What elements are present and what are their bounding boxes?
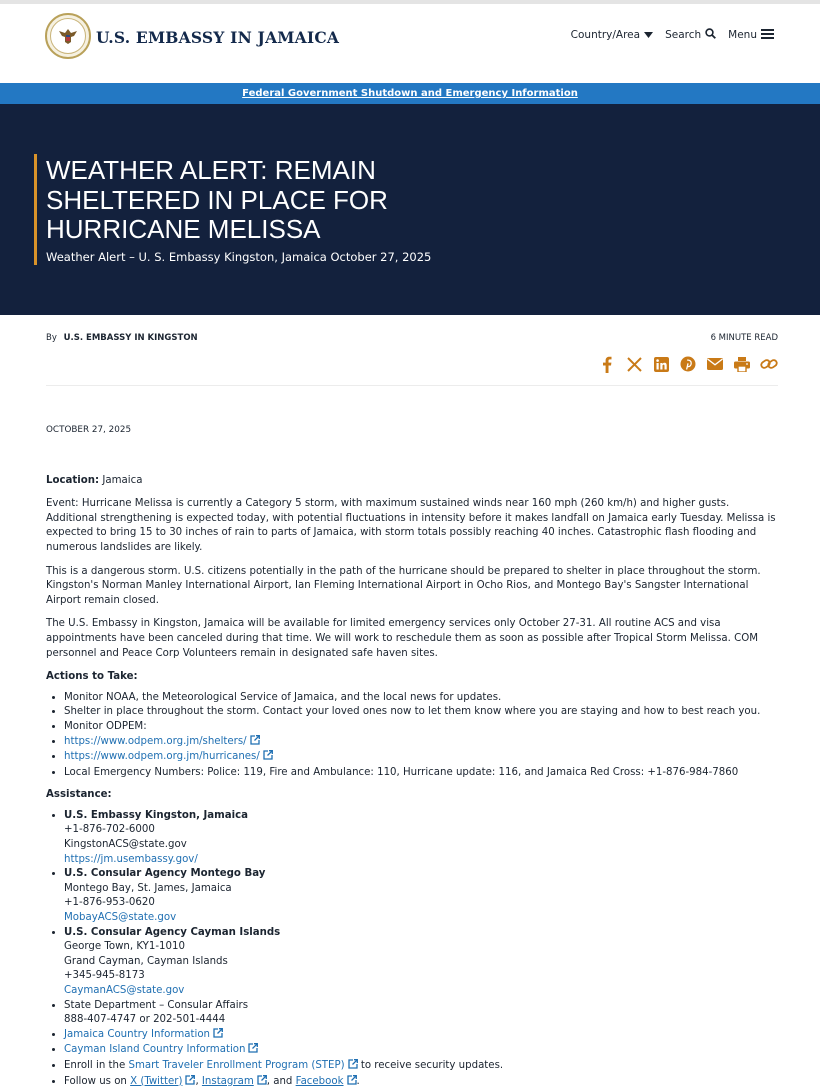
- contact-phone: +1-876-702-6000: [64, 824, 155, 836]
- search-label: Search: [665, 29, 702, 41]
- location-line: [46, 474, 778, 489]
- external-link-icon: [347, 1075, 357, 1090]
- list-item: [64, 867, 778, 925]
- facebook-icon[interactable]: [598, 355, 616, 373]
- twitter-link[interactable]: X (Twitter): [130, 1075, 183, 1087]
- top-nav: [571, 28, 774, 42]
- print-icon[interactable]: [733, 355, 751, 373]
- hero: [0, 104, 820, 315]
- email-icon[interactable]: [706, 355, 724, 373]
- instagram-link[interactable]: Instagram: [201, 1075, 254, 1087]
- event-paragraph: Event: Hurricane Melissa is currently a Category 5 storm, with maximum sustained winds near 160 mph (260 km/h) and higher gusts. Additional strengthening is expected today, with potential fluctuations in intensity before it makes landfall on Jamaica early Tuesday. Melissa is expected to bring 15 to 30 inches of rain to parts of Jamaica, with storm totals possibly reaching 40 inches. Catastrophic flash flooding and numerous landslides are likely.: [46, 498, 776, 553]
- article-body: [0, 423, 820, 1090]
- embassy-seal-logo[interactable]: [45, 13, 91, 59]
- list-item: [64, 999, 778, 1028]
- embassy-website-link[interactable]: https://jm.usembassy.gov/: [64, 853, 198, 865]
- country-area-label: Country/Area: [570, 29, 641, 41]
- list-item: • Monitor ODPEM:: [64, 720, 778, 735]
- external-link-icon: [348, 1059, 358, 1075]
- contact-phone: +1-876-953-0620: [64, 897, 155, 909]
- read-time: 6 MINUTE READ: [710, 333, 778, 343]
- alert-banner: [0, 83, 820, 104]
- sentence-end: .: [356, 1075, 360, 1087]
- cayman-email-link[interactable]: CaymanACS@state.gov: [64, 985, 185, 996]
- contact-email: KingstonACS@state.gov: [64, 839, 187, 851]
- menu-button[interactable]: [728, 29, 774, 42]
- country-area-dropdown[interactable]: [571, 29, 653, 41]
- list-item: • Shelter in place throughout the storm. Contact your loved ones now to let them know where you are staying and how to best reach you.: [64, 705, 778, 720]
- step-prefix: Enroll in the: [64, 1059, 129, 1071]
- embassy-services-paragraph: The U.S. Embassy in Kingston, Jamaica will be available for limited emergency services only October 27-31. All routine ACS and visa appointments have been canceled during that time. We will work to reschedule them as soon as possible after Tropical Storm Melissa. COM personnel and Peace Corp Volunteers remain in designated safe haven sites.: [46, 618, 759, 659]
- contact-address: George Town, KY1-1010: [64, 941, 185, 953]
- site-header: [0, 4, 820, 83]
- hero-accent-bar: [34, 154, 37, 265]
- share-bar: [598, 355, 778, 373]
- step-suffix: to receive security updates.: [357, 1059, 504, 1071]
- location-label: Location:: [46, 474, 100, 486]
- list-item: • Monitor NOAA, the Meteorological Service of Jamaica, and the local news for updates.: [64, 691, 778, 706]
- contact-address: Grand Cayman, Cayman Islands: [64, 955, 228, 967]
- hamburger-icon: [761, 29, 774, 42]
- actions-heading: Actions to Take:: [46, 671, 138, 683]
- assistance-list: [46, 809, 778, 1090]
- danger-paragraph: This is a dangerous storm. U.S. citizens potentially in the path of the hurricane should be prepared to shelter in place throughout the storm. Kingston's Norman Manley International Airport, Ian Fleming International Airport in Ocho Rios, and Montego Bay's Sangster International Airport remain closed.: [46, 565, 761, 606]
- article-meta: [0, 315, 820, 387]
- external-link-icon: [185, 1075, 195, 1090]
- facebook-link[interactable]: Facebook: [295, 1075, 344, 1087]
- search-icon: [705, 28, 716, 42]
- actions-list: [46, 691, 778, 781]
- external-link-icon: [250, 735, 260, 751]
- external-link-icon: [263, 750, 273, 766]
- list-item: [64, 809, 778, 867]
- contact-phone: 888-407-4747 or 202-501-4444: [64, 1014, 226, 1026]
- copy-link-icon[interactable]: [760, 355, 778, 373]
- contact-address: Montego Bay, St. James, Jamaica: [64, 882, 232, 894]
- external-link-icon: [257, 1075, 267, 1090]
- cayman-country-info-link[interactable]: Cayman Island Country Information: [64, 1044, 246, 1056]
- step-link[interactable]: Smart Traveler Enrollment Program (STEP): [128, 1059, 345, 1071]
- list-item: [64, 1059, 778, 1075]
- odpem-shelters-link[interactable]: https://www.odpem.org.jm/shelters/: [64, 735, 247, 747]
- caret-down-icon: [644, 29, 653, 41]
- meta-divider: [46, 385, 778, 386]
- site-brand[interactable]: U.S. EMBASSY IN JAMAICA: [96, 28, 340, 47]
- contact-name: U.S. Consular Agency Cayman Islands: [64, 926, 281, 938]
- odpem-hurricanes-link[interactable]: https://www.odpem.org.jm/hurricanes/: [64, 751, 260, 763]
- assistance-heading: Assistance:: [46, 789, 112, 801]
- list-item: [64, 750, 778, 766]
- contact-name: State Department – Consular Affairs: [64, 999, 249, 1011]
- byline: [46, 333, 198, 343]
- pinterest-icon[interactable]: [679, 355, 697, 373]
- shutdown-info-link[interactable]: Federal Government Shutdown and Emergency Information: [242, 88, 578, 99]
- article-date: OCTOBER 27, 2025: [46, 425, 132, 435]
- external-link-icon: [213, 1028, 223, 1044]
- search-button[interactable]: [665, 28, 716, 42]
- mobay-email-link[interactable]: MobayACS@state.gov: [64, 912, 177, 924]
- page-subtitle: Weather Alert – U. S. Embassy Kingston, Jamaica October 27, 2025: [46, 250, 432, 264]
- eagle-icon: [50, 18, 86, 54]
- menu-label: Menu: [728, 29, 757, 41]
- follow-prefix: Follow us on: [64, 1075, 131, 1087]
- page-title: WEATHER ALERT: REMAIN SHELTERED IN PLACE FOR HURRICANE MELISSA: [46, 155, 388, 244]
- contact-phone: +345-945-8173: [64, 970, 145, 982]
- external-link-icon: [248, 1043, 258, 1059]
- separator: ,: [195, 1075, 202, 1087]
- jamaica-country-info-link[interactable]: Jamaica Country Information: [64, 1028, 211, 1040]
- x-icon[interactable]: [625, 355, 643, 373]
- separator: , and: [266, 1075, 296, 1087]
- list-item: [64, 1043, 778, 1059]
- list-item: • Local Emergency Numbers: Police: 119, Fire and Ambulance: 110, Hurricane update: 116, and Jamaica Red Cross: +1-876-984-7860: [64, 766, 778, 781]
- list-item: [64, 1028, 778, 1044]
- byline-prefix: By: [46, 333, 57, 343]
- list-item: [64, 1075, 778, 1090]
- list-item: [64, 926, 778, 999]
- byline-author: U.S. EMBASSY IN KINGSTON: [63, 333, 198, 343]
- linkedin-icon[interactable]: [652, 355, 670, 373]
- contact-name: U.S. Embassy Kingston, Jamaica: [64, 809, 249, 821]
- list-item: [64, 735, 778, 751]
- location-value: Jamaica: [102, 474, 143, 486]
- contact-name: U.S. Consular Agency Montego Bay: [64, 868, 266, 880]
